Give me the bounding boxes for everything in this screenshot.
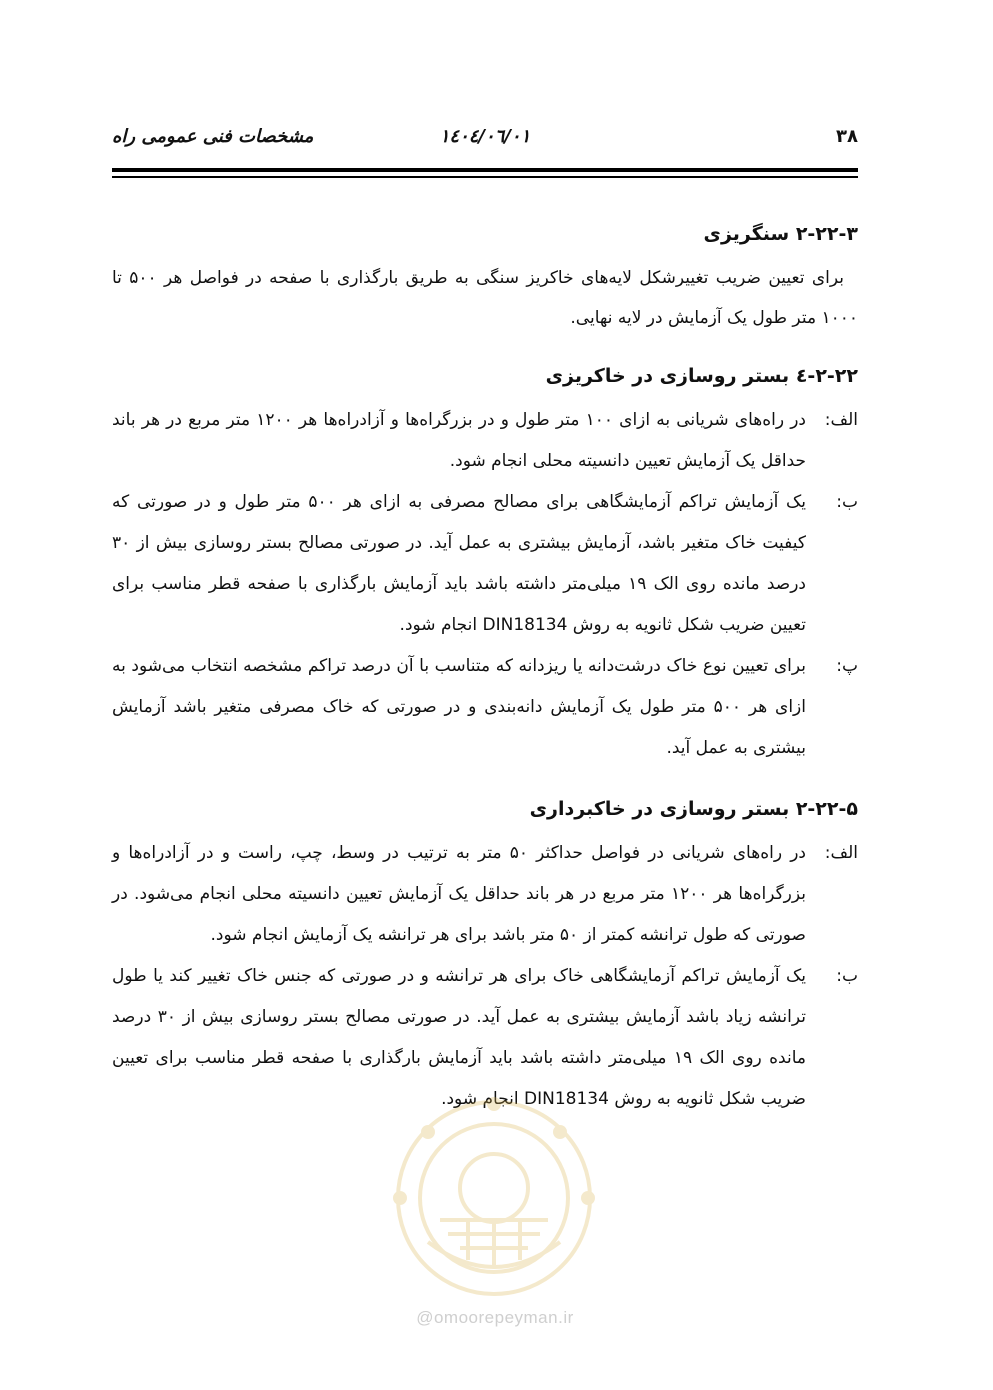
list-item-label: پ: [836, 656, 858, 676]
list-item [112, 646, 858, 769]
list-item-label: ب: [836, 966, 858, 986]
header-rule-thin [112, 176, 858, 178]
header-date: ۱٤۰٤/۰٦/۰۱ [439, 126, 531, 147]
list-item [112, 833, 858, 956]
section-heading-2-22-5: ۲-۲۲-۵ بستر روسازی در خاکبرداری [529, 798, 858, 820]
section-heading-2-22-4: ۲-۲۲-٤ بستر روسازی در خاکریزی [545, 365, 858, 387]
watermark-emblem [388, 1092, 600, 1304]
list-item-text: در راه‌های شریانی در فواصل حداکثر ۵۰ متر به ترتیب در وسط، چپ، راست و در آزادراه‌ها و بزرگراه‌ها هر ۱۲۰۰ متر مربع در هر باند حداقل یک آزمایش تعیین دانسیته محلی انجام می‌شود. در صورتی که طول ترانشه کمتر از ۵۰ متر باشد برای هر ترانشه یک آزمایش انجام شود. [112, 843, 806, 945]
header-rule-thick [112, 168, 858, 172]
list-item-label: ب: [836, 492, 858, 512]
section-paragraph [112, 258, 858, 338]
list-item-text: برای تعیین نوع خاک درشت‌دانه یا ریزدانه که متناسب با آن درصد تراکم مشخصه انتخاب می‌شود به ازای هر ۵۰۰ متر طول یک آزمایش دانه‌بندی و در صورتی که خاک مصرفی متغیر باشد آزمایش بیشتری به عمل آید. [112, 656, 806, 758]
list-item [112, 482, 858, 646]
header-title: مشخصات فنی عمومی راه [112, 126, 314, 147]
list-item-label: الف: [824, 410, 858, 430]
list-item-text: یک آزمایش تراکم آزمایشگاهی خاک برای هر ترانشه و در صورتی که جنس خاک تغییر کند یا طول ترانشه زیاد باشد آزمایش بیشتری به عمل آید. در صورتی مصالح بستر روسازی بیش از ۳۰ درصد مانده روی الک ۱۹ میلی‌متر داشته باشد باید آزمایش بارگذاری با صفحه قطر مناسب برای تعیین ضریب شکل ثانویه به روش DIN18134 انجام شود. [112, 966, 806, 1109]
section-heading-2-22-3: ۲-۲۲-۳ سنگریزی [703, 223, 858, 245]
list-item [112, 400, 858, 482]
page-number: ۳۸ [836, 126, 858, 147]
list-item-text: در راه‌های شریانی به ازای ۱۰۰ متر طول و در بزرگراه‌ها و آزادراه‌ها هر ۱۲۰۰ متر مربع در هر باند حداقل یک آزمایش تعیین دانسیته محلی انجام شود. [112, 410, 806, 471]
document-body [112, 210, 858, 1120]
list-item-text: یک آزمایش تراکم آزمایشگاهی برای مصالح مصرفی به ازای هر ۵۰۰ متر طول و در صورتی که کیفیت خاک متغیر باشد، آزمایش بیشتری به عمل آید. در صورتی مصالح بستر روسازی بیش از ۳۰ درصد مانده روی الک ۱۹ میلی‌متر داشته باشد باید آزمایش بارگذاری با صفحه قطر مناسب برای تعیین ضریب شکل ثانویه به روش DIN18134 انجام شود. [112, 492, 807, 635]
paragraph-text: برای تعیین ضریب تغییرشکل لایه‌های خاکریز سنگی به طریق بارگذاری با صفحه در فواصل هر ۵۰۰ تا ۱۰۰۰ متر طول یک آزمایش در لایه نهایی. [112, 268, 858, 328]
list-item-label: الف: [824, 843, 858, 863]
watermark-text: @omoorepeyman.ir [416, 1308, 574, 1327]
